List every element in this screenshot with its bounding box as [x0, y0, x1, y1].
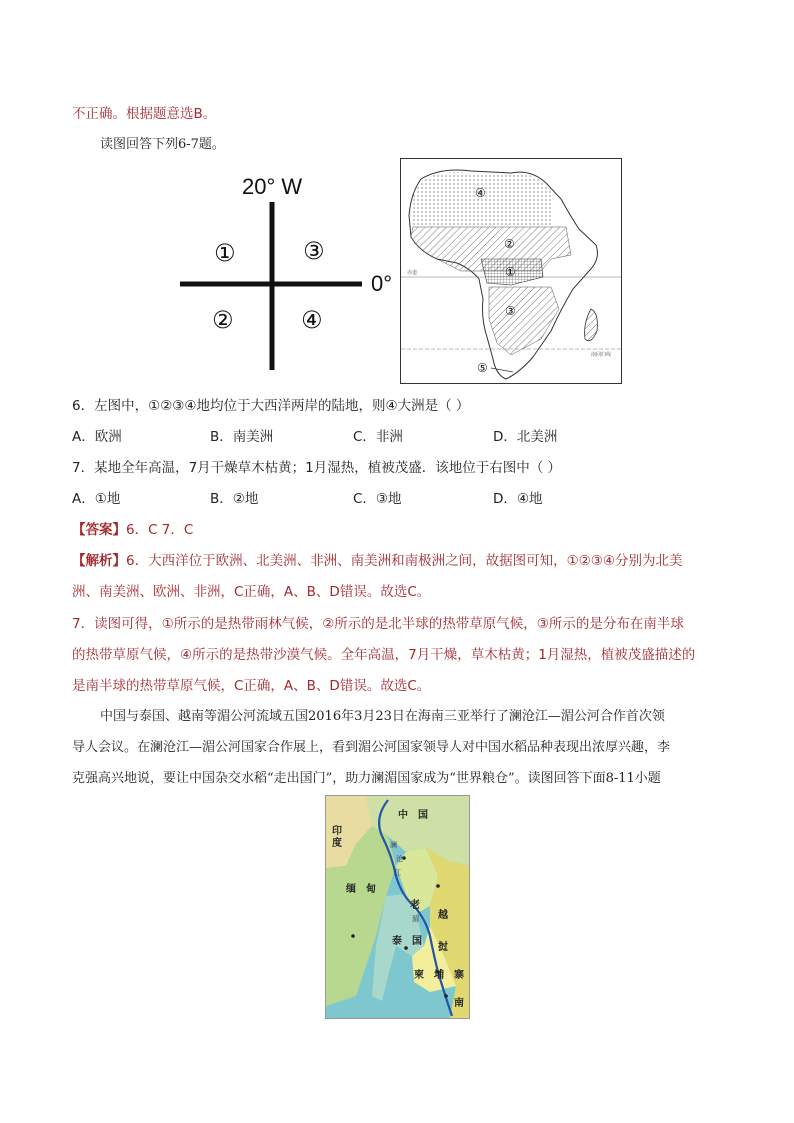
cross-lines [170, 170, 400, 380]
q6-option-a: A．欧洲 [72, 429, 122, 445]
analysis-line-1 [72, 549, 683, 569]
map-marker-4: ④ [475, 186, 486, 200]
map-marker-1: ① [505, 265, 516, 279]
hemisphere-cross-diagram [170, 170, 400, 380]
q7-option-a: A．①地 [72, 491, 121, 507]
answer-label: 【答案】 [72, 522, 126, 538]
map-marker-2: ② [504, 237, 515, 251]
label-vietnam-2: 挝 [438, 942, 448, 953]
passage-line-3: 克强高兴地说，要让中国杂交水稻“走出国门”，助力澜湄国家成为“世界粮仓”。读图回答下面8-11小题 [72, 771, 661, 786]
label-laos: 老 [410, 900, 420, 911]
quadrant-4: ④ [301, 306, 323, 334]
mekong-region-map [325, 795, 470, 1019]
africa-climate-map [400, 158, 622, 384]
analysis-text-5: 是南半球的热带草原气候，C正确，A、B、D错误。故选C。 [72, 678, 431, 694]
label-river-1: 澜 [390, 841, 397, 849]
answer-line [72, 518, 193, 538]
q6-option-b: B．南美洲 [210, 429, 274, 445]
map-marker-3: ③ [505, 304, 516, 318]
previous-answer-text: 不正确。根据题意选B。 [72, 106, 217, 122]
label-cambodia: 柬 埔 寨 [414, 970, 464, 981]
label-thailand: 泰 国 [392, 936, 422, 947]
equator-map-label: 赤道 [407, 270, 418, 276]
passage-line-2: 导人会议。在澜沧江—湄公河国家合作展上，看到湄公河国家领导人对中国水稻品种表现出浓厚兴趣，李 [72, 740, 671, 755]
label-china: 中 国 [398, 810, 428, 821]
analysis-text-3: 7．读图可得，①所示的是热带雨林气候，②所示的是北半球的热带草原气候，③所示的是分布在南半球 [72, 616, 684, 632]
label-south: 南 [454, 998, 464, 1009]
label-river-4: 湄 [412, 915, 419, 923]
label-river-2: 沧 [396, 855, 403, 863]
analysis-text-2: 洲、南美洲、欧洲、非洲，C正确，A、B、D错误。故选C。 [72, 584, 431, 600]
label-india: 印 度 [332, 826, 342, 849]
q7-option-c: C．③地 [353, 491, 402, 507]
label-myanmar: 缅 甸 [346, 884, 376, 895]
answer-text: 6．C 7．C [126, 522, 194, 538]
intro-6-7: 读图回答下列6-7题。 [100, 137, 225, 152]
quadrant-3: ③ [303, 237, 325, 265]
q6-option-d: D．北美洲 [493, 429, 558, 445]
analysis-text-1: 6．大西洋位于欧洲、北美洲、非洲、南美洲和南极洲之间，故据图可知，①②③④分别为北美 [126, 553, 683, 569]
q6-option-c: C．非洲 [353, 429, 403, 445]
map-marker-5: ⑤ [477, 361, 488, 375]
q7-option-b: B．②地 [210, 491, 259, 507]
tropic-map-label: 南回归线 [591, 352, 612, 358]
analysis-label: 【解析】 [72, 553, 126, 569]
passage-line-1: 中国与泰国、越南等湄公河流域五国2016年3月23日在海南三亚举行了澜沧江—湄公河合作首次领 [100, 709, 665, 724]
equator-label: 0° [371, 271, 393, 296]
quadrant-2: ② [212, 306, 234, 334]
label-vietnam-1: 越 [438, 910, 448, 921]
label-river-3: 江 [394, 869, 401, 877]
question-6: 6．左图中，①②③④地均位于大西洋两岸的陆地，则④大洲是（ ） [72, 398, 470, 414]
meridian-label: 20° W [242, 174, 303, 199]
q7-option-d: D．④地 [493, 491, 543, 507]
question-7: 7．某地全年高温，7月干燥草木枯黄；1月湿热，植被茂盛．该地位于右图中（ ） [72, 460, 562, 476]
quadrant-1: ① [214, 239, 236, 267]
analysis-text-4: 的热带草原气候，④所示的是热带沙漠气候。全年高温，7月干燥，草木枯黄；1月湿热，植被茂盛描述的 [72, 647, 696, 663]
